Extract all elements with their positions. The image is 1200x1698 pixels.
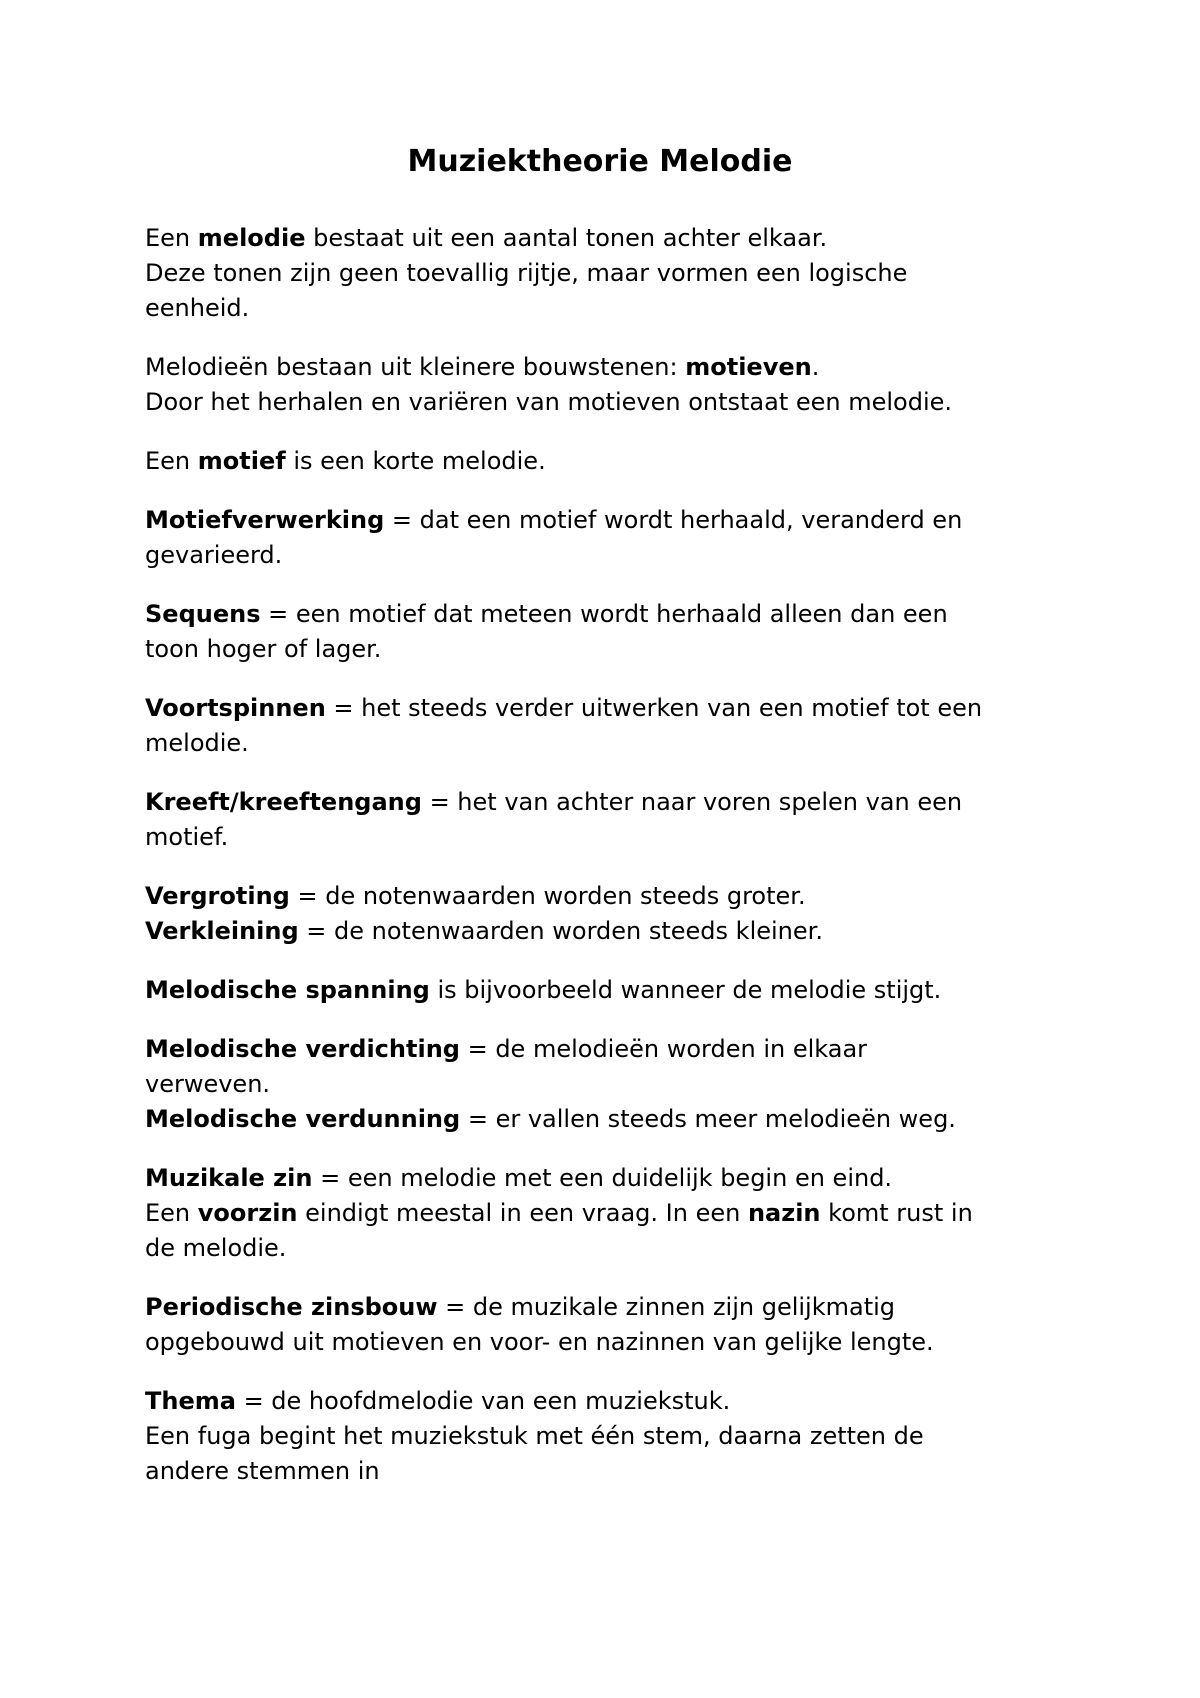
text-line	[145, 691, 1085, 726]
text-segment: = de notenwaarden worden steeds groter.	[289, 882, 806, 910]
text-line	[145, 1231, 1085, 1266]
text-line	[145, 1290, 1085, 1325]
paragraph	[145, 785, 1085, 855]
text-segment: de melodie.	[145, 1234, 287, 1262]
text-line	[145, 1454, 1085, 1489]
text-segment: = de melodieën worden in elkaar	[459, 1035, 868, 1063]
paragraph	[145, 1161, 1085, 1266]
text-line	[145, 1196, 1085, 1231]
text-segment: opgebouwd uit motieven en voor- en nazinnen van gelijke lengte.	[145, 1328, 934, 1356]
text-segment: Een	[145, 1199, 198, 1227]
text-segment: is een korte melodie.	[285, 447, 546, 475]
text-line	[145, 726, 1085, 761]
paragraph	[145, 597, 1085, 667]
text-line	[145, 503, 1085, 538]
text-segment: bestaat uit een aantal tonen achter elkaar.	[305, 224, 828, 252]
text-line	[145, 1032, 1085, 1067]
text-segment: Melodieën bestaan uit kleinere bouwstenen:	[145, 353, 686, 381]
text-line	[145, 597, 1085, 632]
text-segment: Een	[145, 447, 198, 475]
text-line	[145, 1067, 1085, 1102]
text-segment: eenheid.	[145, 294, 250, 322]
text-segment: = het van achter naar voren spelen van een	[421, 788, 963, 816]
text-line	[145, 973, 1085, 1008]
text-segment: = het steeds verder uitwerken van een motief tot een	[325, 694, 983, 722]
bold-term: Melodische verdichting	[145, 1035, 460, 1063]
text-segment: = dat een motief wordt herhaald, veranderd en	[384, 506, 963, 534]
text-segment: = de hoofdmelodie van een muziekstuk.	[235, 1387, 731, 1415]
paragraph	[145, 1290, 1085, 1360]
text-segment: Deze tonen zijn geen toevallig rijtje, maar vormen een logische	[145, 259, 908, 287]
bold-term: Sequens	[145, 600, 261, 628]
text-segment: = een motief dat meteen wordt herhaald alleen dan een	[260, 600, 948, 628]
bold-term: Thema	[145, 1387, 236, 1415]
bold-term: Melodische spanning	[145, 976, 430, 1004]
text-line	[145, 1419, 1085, 1454]
text-segment: toon hoger of lager.	[145, 635, 382, 663]
bold-term: voorzin	[197, 1199, 298, 1227]
text-segment: komt rust in	[820, 1199, 973, 1227]
bold-term: Verkleining	[145, 917, 299, 945]
paragraph	[145, 973, 1085, 1008]
text-line	[145, 444, 1085, 479]
bold-term: Muzikale zin	[145, 1164, 313, 1192]
text-line	[145, 291, 1085, 326]
paragraph	[145, 1384, 1085, 1489]
text-segment: gevarieerd.	[145, 541, 283, 569]
bold-term: Motiefverwerking	[145, 506, 385, 534]
text-segment: is bijvoorbeeld wanneer de melodie stijgt.	[429, 976, 942, 1004]
text-line	[145, 1161, 1085, 1196]
paragraph	[145, 691, 1085, 761]
text-line	[145, 1384, 1085, 1419]
bold-term: Periodische zinsbouw	[145, 1293, 438, 1321]
text-line	[145, 350, 1085, 385]
text-line	[145, 820, 1085, 855]
text-segment: .	[811, 353, 820, 381]
text-segment: Door het herhalen en variëren van motieven ontstaat een melodie.	[145, 388, 953, 416]
text-line	[145, 1102, 1085, 1137]
text-segment: eindigt meestal in een vraag. In een	[297, 1199, 748, 1227]
text-line	[145, 632, 1085, 667]
text-segment: Een	[145, 224, 198, 252]
text-line	[145, 1325, 1085, 1360]
bold-term: nazin	[747, 1199, 821, 1227]
text-segment: = de notenwaarden worden steeds kleiner.	[298, 917, 823, 945]
bold-term: Voortspinnen	[145, 694, 326, 722]
text-segment: = een melodie met een duidelijk begin en eind.	[312, 1164, 893, 1192]
bold-term: motief	[197, 447, 286, 475]
text-segment: verweven.	[145, 1070, 271, 1098]
text-line	[145, 221, 1085, 256]
page-title: Muziektheorie Melodie	[407, 144, 793, 179]
text-line	[145, 914, 1085, 949]
paragraph	[145, 503, 1085, 573]
text-line	[145, 785, 1085, 820]
text-segment: Een fuga begint het muziekstuk met één stem, daarna zetten de	[145, 1422, 924, 1450]
bold-term: melodie	[197, 224, 306, 252]
text-segment: = er vallen steeds meer melodieën weg.	[460, 1105, 956, 1133]
paragraph	[145, 444, 1085, 479]
bold-term: motieven	[685, 353, 812, 381]
paragraph	[145, 1032, 1085, 1137]
text-line	[145, 538, 1085, 573]
text-line	[145, 256, 1085, 291]
bold-term: Kreeft/kreeftengang	[145, 788, 422, 816]
text-segment: motief.	[145, 823, 229, 851]
bold-term: Vergroting	[145, 882, 290, 910]
document-body	[145, 221, 1085, 1513]
text-segment: melodie.	[145, 729, 249, 757]
paragraph	[145, 350, 1085, 420]
text-segment: = de muzikale zinnen zijn gelijkmatig	[437, 1293, 896, 1321]
text-line	[145, 385, 1085, 420]
text-segment: andere stemmen in	[145, 1457, 380, 1485]
paragraph	[145, 221, 1085, 326]
paragraph	[145, 879, 1085, 949]
text-line	[145, 879, 1085, 914]
bold-term: Melodische verdunning	[145, 1105, 461, 1133]
